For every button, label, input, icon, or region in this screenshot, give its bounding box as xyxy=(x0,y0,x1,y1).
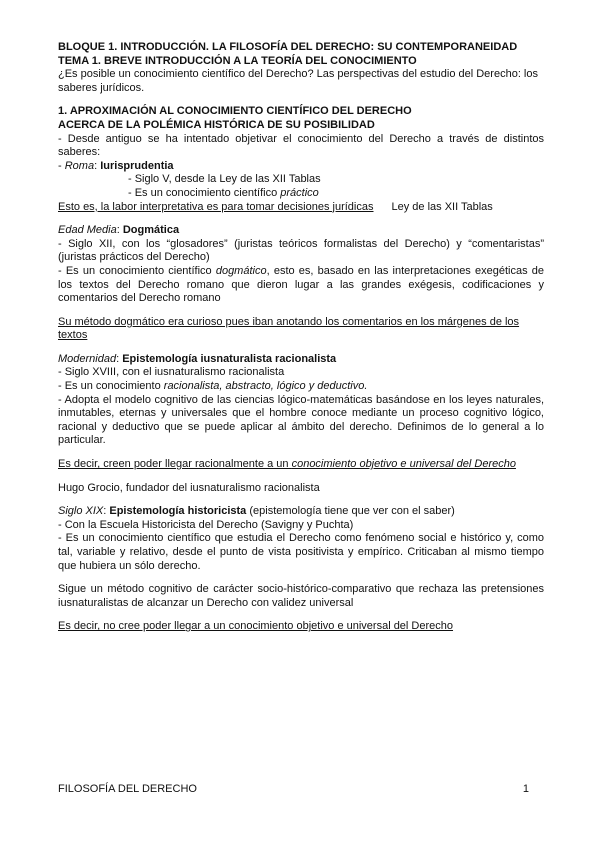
edad-media-heading: Edad Media: Dogmática xyxy=(58,224,180,237)
section-intro: - Desde antiguo se ha intentado objetivar el conocimiento del Derecho a través de distintos saberes: xyxy=(58,132,544,159)
roma-note-row xyxy=(58,201,544,215)
siglo-xix-line-2: - Es un conocimiento científico que estudia el Derecho como fenómeno social e histórico y, como tal, variable y relativo, desde el punto de vista positivista y empírico. Criticaban al mismo tiempo que hubiera un sólo derecho. xyxy=(58,532,544,572)
siglo-xix-note: Es decir, no cree poder llegar a un conocimiento objetivo e universal del Derecho xyxy=(58,620,454,633)
roma-bullet-1: - Siglo V, desde la Ley de las XII Tablas xyxy=(128,173,321,186)
modernidad-line-3: - Adopta el modelo cognitivo de las ciencias lógico-matemáticas basándose en los leyes naturales, inmutables, eternas y universales que el hombre conoce mediante un proceso cognitivo lógico, racional y deductivo que se puede aplicar al ámbito del derecho. Definimos de lo general a lo particular. xyxy=(58,393,544,447)
modernidad-line-2: - Es un conocimiento racionalista, abstracto, lógico y deductivo. xyxy=(58,380,368,393)
modernidad-heading: Modernidad: Epistemología iusnaturalista racionalista xyxy=(58,352,337,365)
footer-course-title: FILOSOFÍA DEL DERECHO xyxy=(58,783,197,795)
edad-media-line-2: - Es un conocimiento científico dogmático, esto es, basado en las interpretaciones exegéticas de los textos del Derecho romano que dieron lugar a las grandes exégesis, codificaciones y comentarios del Derecho romano xyxy=(58,264,544,305)
roma-note: Esto es, la labor interpretativa es para tomar decisiones jurídicas xyxy=(58,200,374,213)
edad-media-line-1: - Siglo XII, con los “glosadores” (juristas teóricos formalistas del Derecho) y “comentaristas” (juristas prácticos del Derecho) xyxy=(58,237,544,264)
roma-heading: - Roma: Iurisprudentia xyxy=(58,159,174,172)
roma-note-right: Ley de las XII Tablas xyxy=(391,200,493,213)
modernidad-line-1: - Siglo XVIII, con el iusnaturalismo racionalista xyxy=(58,366,285,379)
topic-title: TEMA 1. BREVE INTRODUCCIÓN A LA TEORÍA DEL CONOCIMIENTO xyxy=(58,54,417,67)
grocio-note: Hugo Grocio, fundador del iusnaturalismo racionalista xyxy=(58,481,320,494)
edad-media-note: Su método dogmático era curioso pues iban anotando los comentarios en los márgenes de los textos xyxy=(58,315,520,342)
siglo-xix-heading: Siglo XIX: Epistemología historicista (epistemología tiene que ver con el saber) xyxy=(58,505,455,518)
page-number: 1 xyxy=(522,783,529,795)
document-page xyxy=(58,41,544,634)
siglo-xix-line-3: Sigue un método cognitivo de carácter socio-histórico-comparativo que rechaza las pretensiones iusnaturalistas de alcanzar un Derecho con validez universal xyxy=(58,583,544,609)
roma-bullet-2: - Es un conocimiento científico práctico xyxy=(128,186,319,199)
section-title-line1: 1. APROXIMACIÓN AL CONOCIMIENTO CIENTÍFICO DEL DERECHO xyxy=(58,105,412,118)
siglo-xix-line-1: - Con la Escuela Historicista del Derecho (Savigny y Puchta) xyxy=(58,518,354,531)
roma-name: Iurisprudentia xyxy=(100,159,174,172)
block-title: BLOQUE 1. INTRODUCCIÓN. LA FILOSOFÍA DEL DERECHO: SU CONTEMPORANEIDAD xyxy=(58,41,518,53)
intro-question: ¿Es posible un conocimiento científico del Derecho? Las perspectivas del estudio del Derecho: los saberes jurídicos. xyxy=(58,68,538,94)
roma-era: Roma xyxy=(64,159,95,172)
page-footer xyxy=(58,783,529,795)
modernidad-note: Es decir, creen poder llegar racionalmente a un conocimiento objetivo e universal del Derecho xyxy=(58,458,516,471)
section-title-line2: ACERCA DE LA POLÉMICA HISTÓRICA DE SU POSIBILIDAD xyxy=(58,118,375,131)
